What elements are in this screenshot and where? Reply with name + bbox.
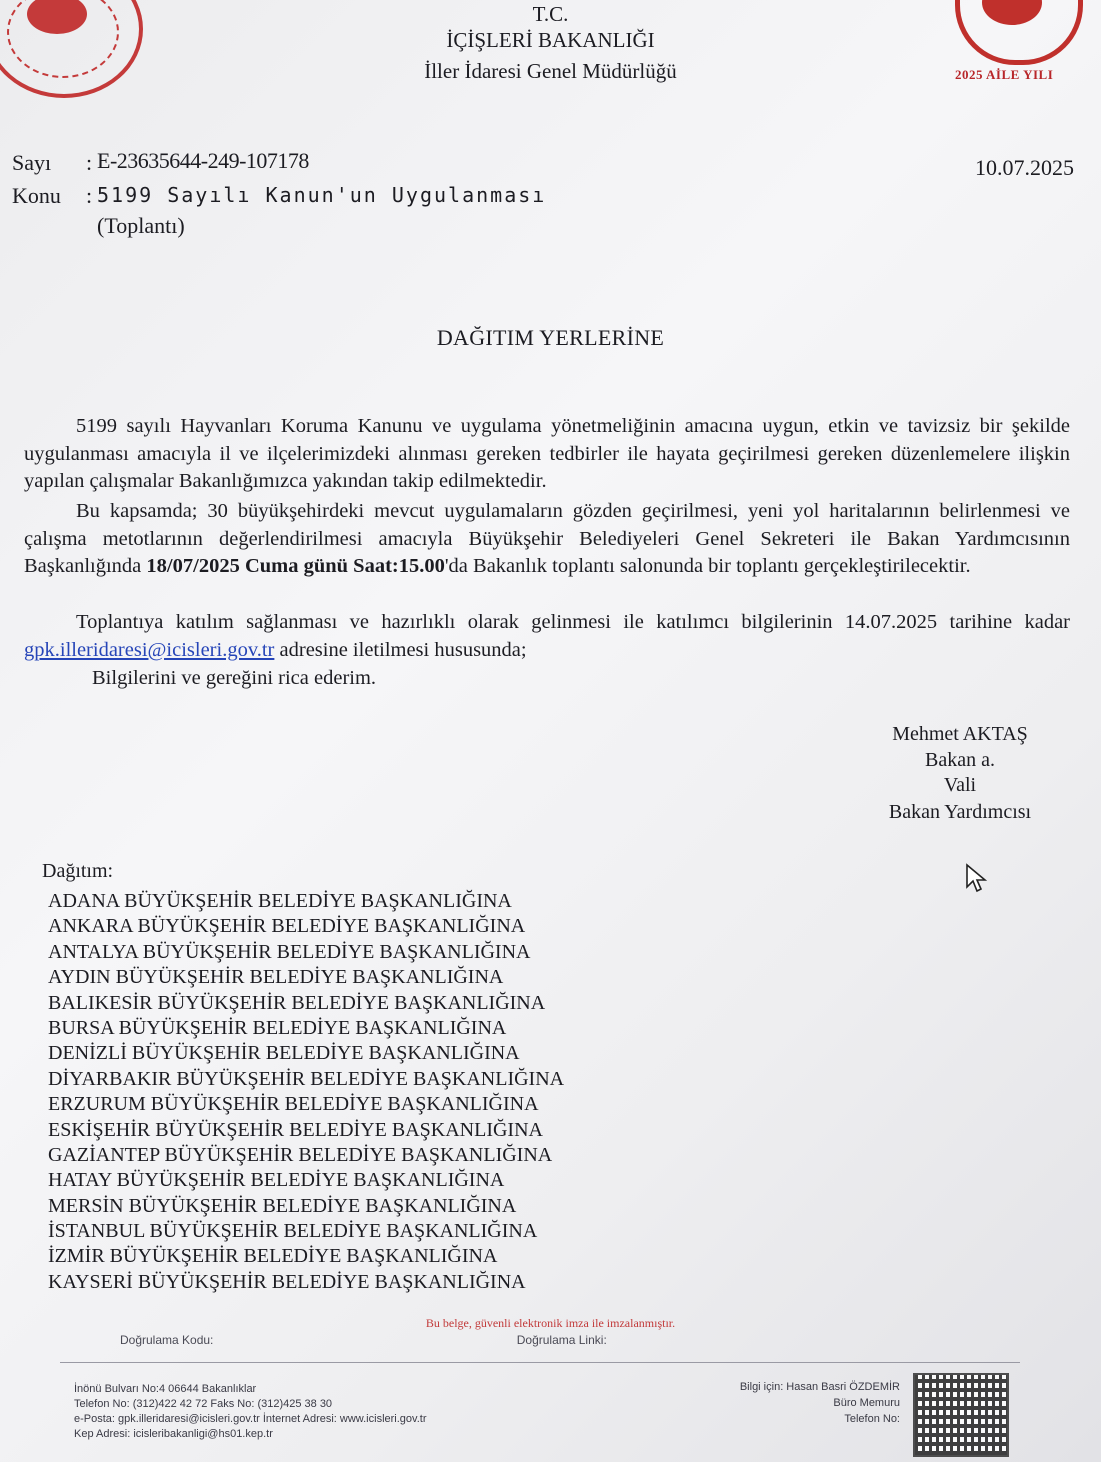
konu-label: Konu [12, 183, 61, 208]
list-item: BURSA BÜYÜKŞEHİR BELEDİYE BAŞKANLIĞINA [48, 1016, 507, 1039]
list-item: HATAY BÜYÜKŞEHİR BELEDİYE BAŞKANLIĞINA [48, 1169, 505, 1192]
verify-link-label: Doğrulama Linki: [516, 1333, 607, 1347]
list-item: BALIKESİR BÜYÜKŞEHİR BELEDİYE BAŞKANLIĞINA [48, 991, 546, 1014]
info-contact: Bilgi için: Hasan Basri ÖZDEMİR [739, 1381, 900, 1393]
list-item: ANTALYA BÜYÜKŞEHİR BELEDİYE BAŞKANLIĞINA [48, 940, 531, 963]
meeting-datetime: 18/07/2025 Cuma günü Saat:15.00 [146, 555, 445, 577]
email-link[interactable]: gpk.illeridaresi@icisleri.gov.tr [24, 638, 275, 661]
signatory-name: Mehmet AKTAŞ [892, 723, 1028, 745]
signatory-title-2: Vali [943, 774, 977, 796]
list-item: İSTANBUL BÜYÜKŞEHİR BELEDİYE BAŞKANLIĞINA [48, 1220, 538, 1243]
distribution-label: Dağıtım: [42, 860, 114, 882]
sayi-colon: : [86, 150, 93, 175]
footer-phone: Telefon No: (312)422 42 72 Faks No: (312)425 38 30 [74, 1398, 333, 1410]
verify-code-label: Doğrulama Kodu: [120, 1333, 214, 1347]
p3-text-b: adresine iletilmesi hususunda; [274, 638, 527, 661]
list-item: ESKİŞEHİR BÜYÜKŞEHİR BELEDİYE BAŞKANLIĞINA [48, 1118, 543, 1141]
list-item: GAZİANTEP BÜYÜKŞEHİR BELEDİYE BAŞKANLIĞINA [48, 1143, 553, 1166]
qr-code [913, 1373, 1009, 1457]
header-department: İller İdaresi Genel Müdürlüğü [424, 59, 677, 83]
signatory-title-1: Bakan a. [925, 749, 995, 771]
konu-subtitle: (Toplantı) [97, 213, 185, 238]
distribution-list [48, 889, 564, 1295]
list-item: ERZURUM BÜYÜKŞEHİR BELEDİYE BAŞKANLIĞINA [48, 1093, 539, 1116]
list-item: DİYARBAKIR BÜYÜKŞEHİR BELEDİYE BAŞKANLIĞINA [48, 1067, 565, 1090]
list-item: DENİZLİ BÜYÜKŞEHİR BELEDİYE BAŞKANLIĞINA [48, 1042, 520, 1065]
addressee-heading: DAĞITIM YERLERİNE [436, 325, 665, 350]
p2-text-a: Bu kapsamda; 30 büyükşehirdeki mevcut uygulamaların gözden geçirilmesi, yeni yol haritalarının belirlenmesi ve çalışma metotlarının değerlendirilmesi amacıyla Büyükşehir Belediyeleri Genel Sekreteri ile Bakan Yardımcısının Başkanlığında [24, 500, 1070, 577]
list-item: AYDIN BÜYÜKŞEHİR BELEDİYE BAŞKANLIĞINA [48, 966, 504, 989]
p2-text-b: 'da Bakanlık toplantı salonunda bir toplantı gerçekleştirilecektir. [444, 555, 971, 577]
body-paragraph-2 [24, 498, 1070, 581]
list-item: ANKARA BÜYÜKŞEHİR BELEDİYE BAŞKANLIĞINA [48, 915, 526, 938]
sayi-value: E-23635644-249-107178 [97, 148, 309, 173]
verification-line [120, 1333, 607, 1347]
list-item: İZMİR BÜYÜKŞEHİR BELEDİYE BAŞKANLIĞINA [48, 1245, 498, 1268]
footer-divider [60, 1362, 1020, 1363]
p3-text-a: Toplantıya katılım sağlanması ve hazırlıklı olarak gelinmesi ile katılımcı bilgilerinin 14.07.2025 tarihine kadar [76, 611, 1070, 633]
konu-value: 5199 Sayılı Kanun'un Uygulanması [97, 183, 547, 207]
footer-kep: Kep Adresi: icisleribakanligi@hs01.kep.tr [74, 1428, 273, 1440]
body-paragraph-3 [24, 609, 1070, 664]
list-item: KAYSERİ BÜYÜKŞEHİR BELEDİYE BAŞKANLIĞINA [48, 1270, 526, 1293]
footer-email: e-Posta: gpk.illeridaresi@icisleri.gov.tr İnternet Adresi: www.icisleri.gov.tr [74, 1413, 427, 1425]
document-date: 10.07.2025 [975, 155, 1074, 180]
body-paragraph-1: 5199 sayılı Hayvanları Koruma Kanunu ve uygulama yönetmeliğinin amacına uygun, etkin ve tavizsiz bir şekilde uygulanması amacıyla il ve ilçelerimizdeki alınması gereken tedbirler ile hayata geçirilmesi gereken düzenlemelere ilişkin yapılan çalışmalar Bakanlığımızca yakından takip edilmektedir. [24, 415, 1070, 492]
header-tc: T.C. [532, 2, 569, 26]
signatory-title-3: Bakan Yardımcısı [888, 801, 1032, 823]
footer-address: İnönü Bulvarı No:4 06644 Bakanlıklar [74, 1383, 257, 1395]
list-item: MERSİN BÜYÜKŞEHİR BELEDİYE BAŞKANLIĞINA [48, 1194, 517, 1217]
aile-yili-label: 2025 AİLE YILI [955, 67, 1054, 82]
header-ministry: İÇİŞLERİ BAKANLIĞI [446, 28, 655, 52]
info-phone: Telefon No: [844, 1413, 900, 1425]
list-item: ADANA BÜYÜKŞEHİR BELEDİYE BAŞKANLIĞINA [48, 890, 512, 912]
info-title: Büro Memuru [833, 1397, 900, 1409]
body-paragraph-4: Bilgilerini ve gereğini rica ederim. [92, 667, 377, 689]
verification-note: Bu belge, güvenli elektronik imza ile imzalanmıştır. [425, 1316, 676, 1330]
konu-colon: : [86, 183, 93, 208]
sayi-label: Sayı [12, 150, 52, 175]
mouse-cursor-icon [965, 863, 987, 895]
